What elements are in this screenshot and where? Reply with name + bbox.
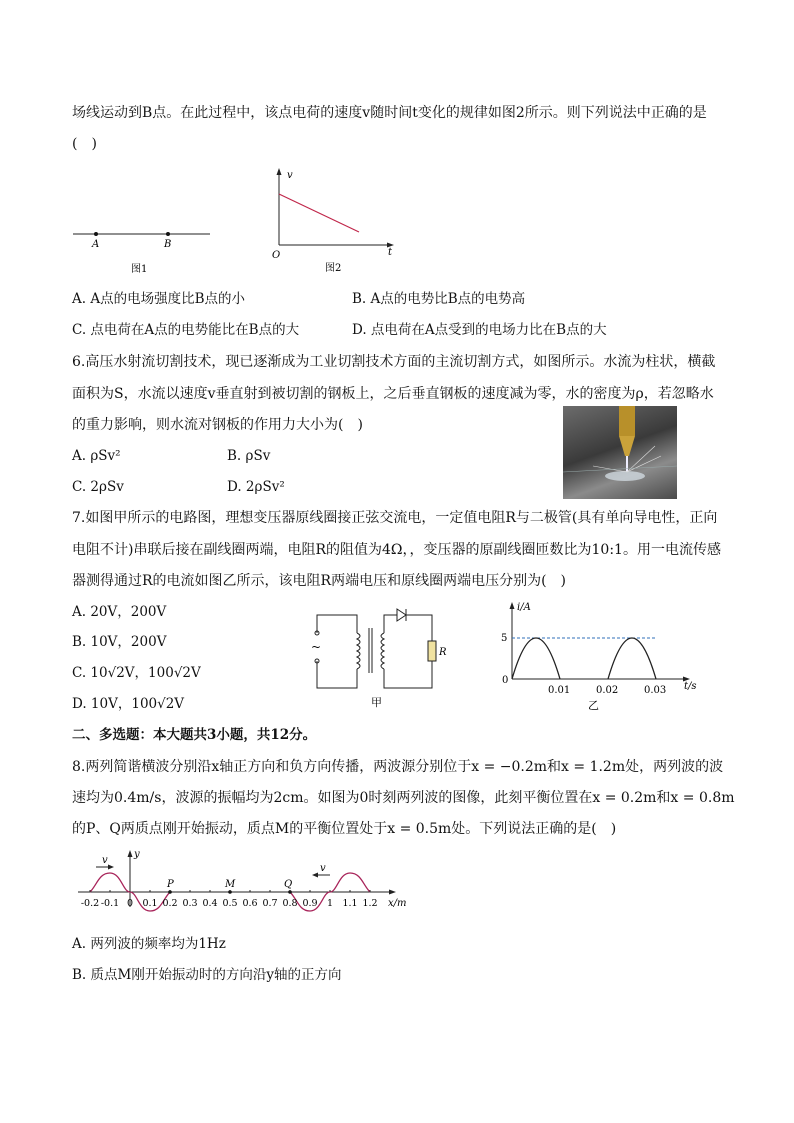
q5-answer-paren: ( ): [72, 136, 97, 152]
right-wave-velocity-label: v: [320, 863, 326, 874]
q6-option-b[interactable]: B. ρSv: [227, 448, 271, 464]
q6-option-d[interactable]: D. 2ρSv²: [227, 479, 285, 495]
wave-tick-label: 1: [326, 898, 334, 909]
wave-tick-label: 0: [126, 898, 134, 909]
wave-tick-label: 0.7: [262, 898, 278, 909]
peak-value-label: 5: [501, 633, 508, 644]
figure-2-caption: 图2: [325, 263, 342, 274]
q5-figure-1: [70, 222, 215, 277]
left-wave-velocity-label: v: [102, 855, 108, 866]
wave-tick-label: -0.2: [80, 898, 100, 909]
origin-label: O: [272, 250, 281, 261]
section-heading-multiple-choice: 二、多选题：本大题共3小题，共12分。: [72, 727, 317, 743]
figure-1-caption: 图1: [131, 264, 148, 275]
q5-stem-line: 场线运动到B点。在此过程中，该点电荷的速度v随时间t变化的规律如图2所示。则下列说法中正确的是: [72, 105, 707, 121]
q5-option-b[interactable]: B. A点的电势比B点的电势高: [352, 291, 526, 307]
wave-tick-label: 0.8: [282, 898, 298, 909]
q7-option-a[interactable]: A. 20V，200V: [72, 604, 167, 620]
q8-wave-diagram: [70, 845, 410, 915]
water-jet-cutting-photo: [563, 406, 677, 499]
tick-0.01: 0.01: [548, 685, 571, 696]
v-axis-label: v: [287, 170, 293, 181]
q6-stem-line-1: 6.高压水射流切割技术，现已逐渐成为工业切割技术方面的主流切割方式，如图所示。水流为柱状，横截: [72, 354, 716, 370]
point-p-label: P: [167, 879, 174, 890]
point-b-label: B: [164, 239, 172, 250]
q7-option-b[interactable]: B. 10V，200V: [72, 634, 167, 650]
q6-option-c[interactable]: C. 2ρSv: [72, 479, 124, 495]
wave-tick-label: -0.1: [100, 898, 120, 909]
q5-option-c[interactable]: C. 点电荷在A点的电势能比在B点的大: [72, 322, 300, 338]
q5-option-d[interactable]: D. 点电荷在A点受到的电场力比在B点的大: [352, 322, 607, 338]
t-axis-label: t: [388, 247, 393, 258]
wave-tick-label: 1.2: [362, 898, 378, 909]
q7-stem-line-3: 器测得通过R的电流如图乙所示，该电阻R两端电压和原线圈两端电压分别为( ): [72, 573, 567, 589]
wave-y-axis-label: y: [134, 849, 140, 860]
graph-caption: 乙: [588, 699, 599, 712]
current-axis-label: i/A: [517, 602, 531, 613]
q8-stem-line-1: 8.两列简谐横波分别沿x轴正方向和负方向传播，两波源分别位于x = −0.2m和x = 1.2m处，两列波的波: [72, 759, 724, 775]
point-m-label: M: [225, 879, 236, 890]
circuit-caption: 甲: [371, 696, 382, 709]
q7-stem-line-1: 7.如图甲所示的电路图，理想变压器原线圈接正弦交流电，一定值电阻R与二极管(具有单向导电性，正向: [72, 510, 718, 526]
q7-current-graph: [495, 597, 705, 715]
q8-stem-line-2: 速均为0.4m/s，波源的振幅均为2cm。如图为0时刻两列波的图像，此刻平衡位置在x = 0.2m和x = 0.8m: [72, 790, 735, 806]
resistor-r-label: R: [439, 647, 447, 658]
q6-stem-line-2: 面积为S，水流以速度v垂直射到被切割的钢板上，之后垂直钢板的速度减为零，水的密度为ρ，若忽略水: [72, 386, 714, 402]
wave-x-axis-label: x/m: [388, 898, 407, 909]
ac-source-symbol: ~: [311, 640, 322, 654]
wave-tick-label: 0.9: [302, 898, 318, 909]
q7-option-d[interactable]: D. 10V，100√2V: [72, 696, 185, 712]
wave-tick-label: 0.4: [202, 898, 218, 909]
q5-option-a[interactable]: A. A点的电场强度比B点的小: [72, 291, 246, 307]
wave-tick-label: 0.2: [162, 898, 178, 909]
graph-origin-label: 0: [502, 675, 509, 686]
tick-0.02: 0.02: [596, 685, 619, 696]
q7-option-c[interactable]: C. 10√2V，100√2V: [72, 665, 201, 681]
q7-stem-line-2: 电阻不计)串联后接在副线圈两端，电阻R的阻值为4Ω，，变压器的原副线圈匝数比为10:1。用一电流传感: [72, 542, 721, 558]
q8-option-b[interactable]: B. 质点M刚开始振动时的方向沿y轴的正方向: [72, 967, 342, 983]
q5-figure-2-vt-graph: [266, 165, 401, 277]
point-a-label: A: [92, 239, 100, 250]
q6-stem-line-3: 的重力影响，则水流对钢板的作用力大小为( ): [72, 417, 363, 433]
wave-tick-label: 0.3: [182, 898, 198, 909]
wave-tick-label: 0.1: [142, 898, 158, 909]
tick-0.03: 0.03: [644, 685, 667, 696]
time-axis-label: t/s: [684, 681, 697, 692]
wave-tick-label: 0.6: [242, 898, 258, 909]
wave-tick-label: 1.1: [342, 898, 358, 909]
q7-circuit-diagram: [305, 603, 455, 710]
q6-option-a[interactable]: A. ρSv²: [72, 448, 121, 464]
wave-tick-label: 0.5: [222, 898, 238, 909]
q8-option-a[interactable]: A. 两列波的频率均为1Hz: [72, 936, 226, 952]
point-q-label: Q: [284, 879, 293, 890]
q8-stem-line-3: 的P、Q两质点刚开始振动，质点M的平衡位置处于x = 0.5m处。下列说法正确的是( ): [72, 821, 617, 837]
